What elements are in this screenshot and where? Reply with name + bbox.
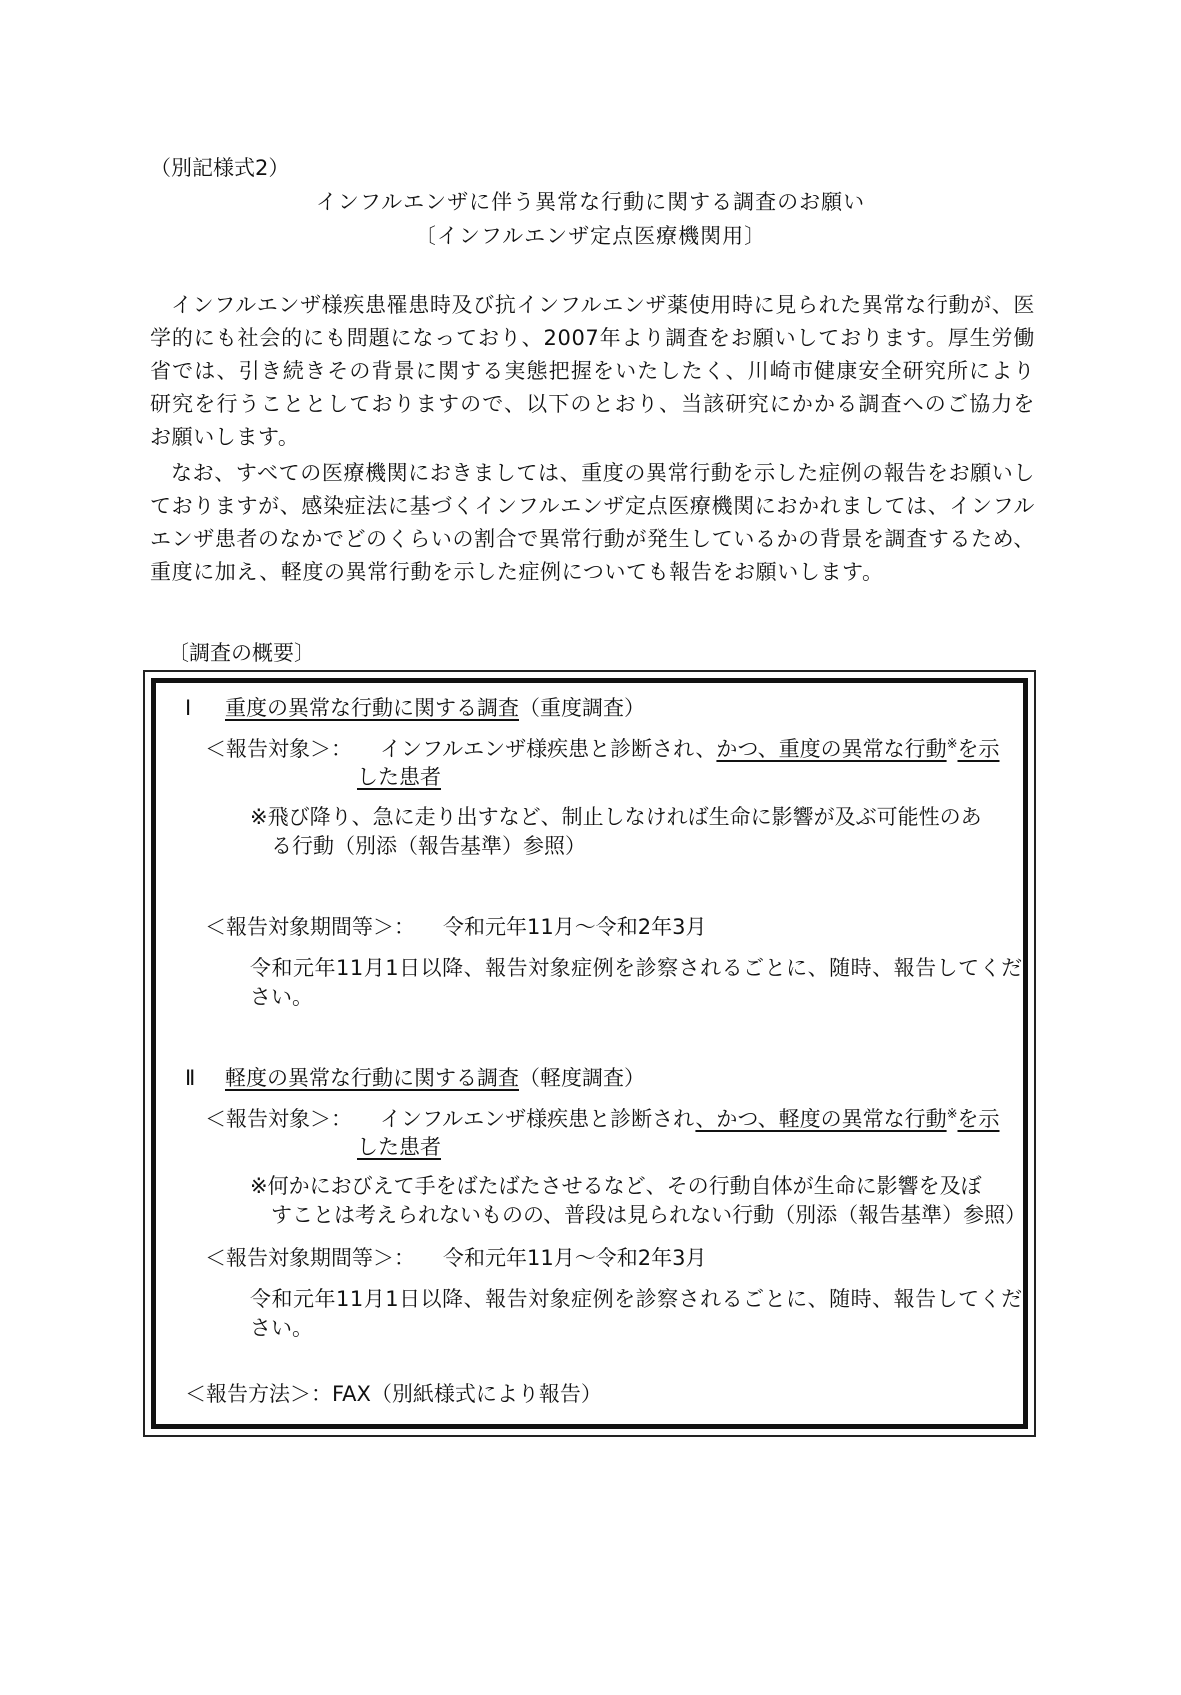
section1-note-line2: る行動（別添（報告基準）参照） xyxy=(271,834,586,858)
report-method-label: ＜報告方法＞： xyxy=(185,1382,332,1406)
section2-number: Ⅱ xyxy=(185,1066,196,1090)
overview-label: 〔調査の概要〕 xyxy=(168,641,315,665)
section2-note-line2: すことは考えられないものの、普段は見られない行動（別添（報告基準）参照） xyxy=(271,1203,1027,1227)
section1-detail-line2: さい。 xyxy=(250,985,313,1009)
form-label: （別記様式2） xyxy=(150,156,290,180)
section2-detail-line2: さい。 xyxy=(250,1316,313,1340)
document-subtitle: 〔インフルエンザ定点医療機関用〕 xyxy=(414,224,767,248)
section2-note-mark: ※ xyxy=(946,1107,958,1122)
section1-number: Ⅰ xyxy=(185,696,192,720)
section1-note-mark: ※ xyxy=(946,737,958,752)
section2-target xyxy=(205,1103,1000,1135)
section1-period-value: 令和元年11月～令和2年3月 xyxy=(443,915,707,939)
section1-period-label: ＜報告対象期間等＞： xyxy=(205,915,415,939)
section2-target-tail: を示 xyxy=(957,1107,1000,1131)
section1-target-label: ＜報告対象＞： xyxy=(205,737,352,761)
section1-target-tail: を示 xyxy=(957,737,1000,761)
section2-target-text: インフルエンザ様疾患と診断され xyxy=(380,1107,696,1131)
section2-target-underlined: 、かつ、軽度の異常な行動 xyxy=(695,1107,947,1131)
section2-target-label: ＜報告対象＞： xyxy=(205,1107,352,1131)
section2-period-label: ＜報告対象期間等＞： xyxy=(205,1246,415,1270)
section1-target-text: インフルエンザ様疾患と診断され、 xyxy=(380,737,717,761)
section2-period xyxy=(205,1242,706,1274)
section1-heading xyxy=(185,692,645,724)
section1-target-underlined: かつ、重度の異常な行動 xyxy=(716,737,947,761)
section1-detail-line1: 令和元年11月1日以降、報告対象症例を診察されるごとに、随時、報告してくだ xyxy=(250,956,1023,980)
section2-note-line1: ※何かにおびえて手をばたばたさせるなど、その行動自体が生命に影響を及ぼ xyxy=(250,1174,982,1198)
section1-heading-title: 重度の異常な行動に関する調査 xyxy=(225,696,519,720)
report-method xyxy=(185,1378,602,1410)
section2-detail-line1: 令和元年11月1日以降、報告対象症例を診察されるごとに、随時、報告してくだ xyxy=(250,1287,1023,1311)
section2-target-line2: した患者 xyxy=(357,1135,441,1159)
document-title: インフルエンザに伴う異常な行動に関する調査のお願い xyxy=(315,190,866,214)
section2-heading xyxy=(185,1062,645,1094)
section2-heading-title: 軽度の異常な行動に関する調査 xyxy=(225,1066,519,1090)
intro-paragraph: インフルエンザ様疾患罹患時及び抗インフルエンザ薬使用時に見られた異常な行動が、医学的にも社会的にも問題になっており、2007年より調査をお願いしております。厚生労働省では、引き続きその背景に関する実態把握をいたしたく、川崎市健康安全研究所により研究を行うこととしておりますので、以下のとおり、当該研究にかかる調査へのご協力をお願いします。 xyxy=(150,293,1035,449)
section1-period xyxy=(205,911,706,943)
section2-heading-suffix: （軽度調査） xyxy=(519,1066,645,1090)
section2-period-value: 令和元年11月～令和2年3月 xyxy=(443,1246,707,1270)
report-method-value: FAX（別紙様式により報告） xyxy=(332,1382,602,1406)
section1-note-line1: ※飛び降り、急に走り出すなど、制止しなければ生命に影響が及ぶ可能性のあ xyxy=(250,805,982,829)
note-paragraph: なお、すべての医療機関におきましては、重度の異常行動を示した症例の報告をお願いしておりますが、感染症法に基づくインフルエンザ定点医療機関におかれましては、インフルエンザ患者のなかでどのくらいの割合で異常行動が発生しているかの背景を調査するため、重度に加え、軽度の異常行動を示した症例についても報告をお願いします。 xyxy=(150,461,1035,584)
section1-target xyxy=(205,733,1000,765)
section1-target-line2: した患者 xyxy=(357,765,441,789)
section1-heading-suffix: （重度調査） xyxy=(519,696,645,720)
